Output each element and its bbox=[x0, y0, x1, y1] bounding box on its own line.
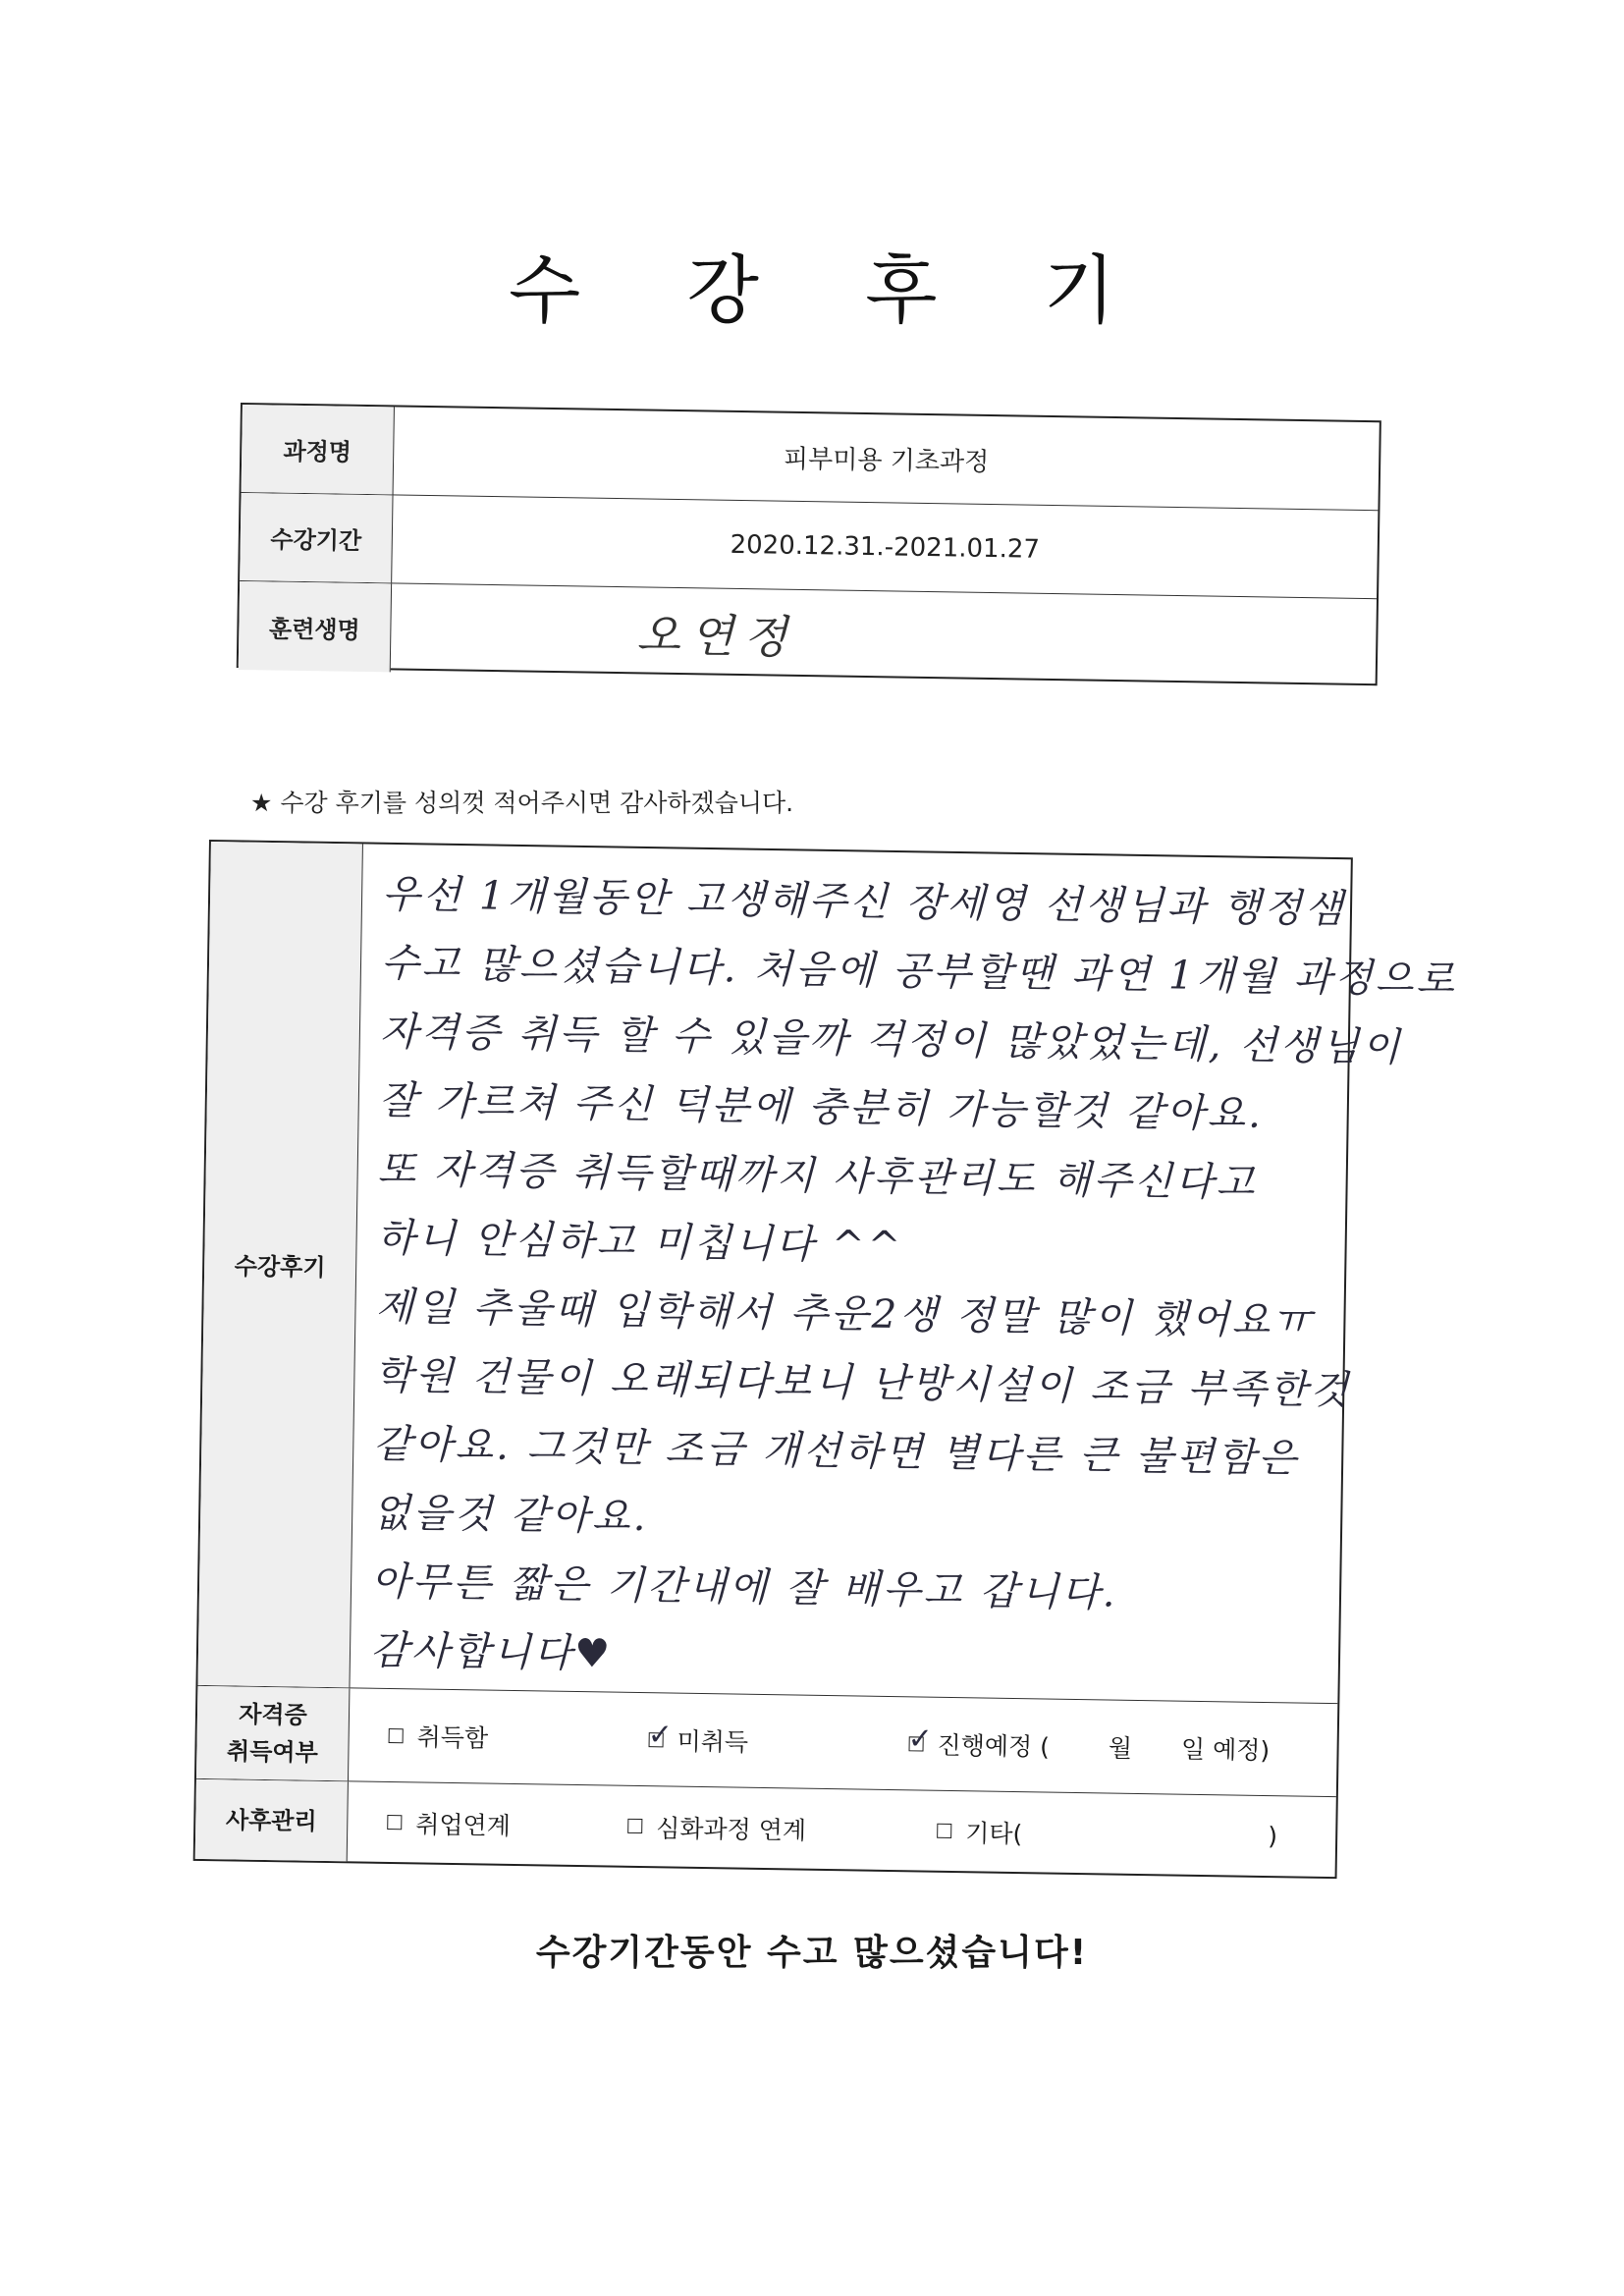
option-acquired[interactable] bbox=[388, 1718, 488, 1755]
option-other[interactable] bbox=[937, 1813, 1277, 1853]
trainee-label: 훈련생명 bbox=[239, 581, 392, 672]
course-value: 피부미용 기초과정 bbox=[783, 444, 990, 477]
review-line: 하니 안심하고 미칩니다 ^^ bbox=[376, 1215, 904, 1270]
course-info-table bbox=[237, 403, 1381, 685]
option-planned[interactable] bbox=[907, 1721, 1271, 1767]
review-line: 우선 1개월동안 고생해주신 장세영 선생님과 행정샘 bbox=[381, 871, 1346, 933]
certificate-label bbox=[196, 1686, 350, 1780]
review-line: 학원 건물이 오래되다보니 난방시설이 조금 부족한것 bbox=[374, 1352, 1352, 1414]
option-planned-month: 월 bbox=[1108, 1733, 1133, 1763]
course-label: 과정명 bbox=[242, 405, 395, 494]
option-job-link[interactable] bbox=[387, 1804, 511, 1841]
checkmark-icon: ✓ bbox=[647, 1717, 674, 1753]
option-job-link-label: 취업연계 bbox=[415, 1809, 512, 1840]
certificate-label-line1: 자격증 bbox=[239, 1700, 308, 1729]
aftercare-row bbox=[195, 1779, 1336, 1877]
page-title: 수 강 후 기 bbox=[508, 246, 1158, 334]
closing-message: 수강기간동안 수고 많으셨습니다! bbox=[535, 1933, 1089, 1973]
certificate-label-line2: 취득여부 bbox=[226, 1737, 319, 1767]
review-line: 제일 추울때 입학해서 추운2생 정말 많이 했어요ㅠ bbox=[375, 1284, 1315, 1344]
notice-text: ★ 수강 후기를 성의껏 적어주시면 감사하겠습니다. bbox=[250, 789, 794, 817]
review-section bbox=[197, 842, 1458, 1704]
review-line: 감사합니다♥ bbox=[369, 1627, 614, 1677]
checkmark-icon: ✓ bbox=[907, 1721, 934, 1757]
review-line: 아무튼 짧은 기간내에 잘 배우고 갑니다. bbox=[370, 1558, 1118, 1616]
aftercare-options bbox=[348, 1781, 1336, 1877]
checkbox-checked-icon[interactable] bbox=[907, 1721, 934, 1757]
checkbox-icon[interactable] bbox=[937, 1824, 951, 1838]
option-other-label: 기타( bbox=[964, 1818, 1023, 1848]
review-line: 같아요. 그것만 조금 개선하면 별다른 큰 불편함은 bbox=[372, 1421, 1300, 1482]
review-line: 수고 많으셨습니다. 처음에 공부할땐 과연 1개월 과정으로 bbox=[380, 940, 1458, 1003]
review-line: 자격증 취득 할 수 있을까 걱정이 많았었는데, 선생님이 bbox=[379, 1009, 1403, 1071]
review-line: 없을것 같아요. bbox=[371, 1490, 649, 1541]
review-table bbox=[193, 840, 1458, 1879]
trainee-row bbox=[239, 581, 1377, 687]
review-line: 잘 가르쳐 주신 덕분에 충분히 가능할것 같아요. bbox=[378, 1077, 1265, 1137]
checkbox-icon[interactable] bbox=[389, 1727, 404, 1742]
option-advanced-course-label: 심화과정 연계 bbox=[656, 1813, 807, 1845]
option-other-close: ) bbox=[1268, 1822, 1278, 1851]
certificate-options bbox=[349, 1688, 1337, 1796]
aftercare-label: 사후관리 bbox=[195, 1779, 349, 1861]
review-handwritten-text bbox=[369, 860, 1458, 1700]
trainee-name-handwritten: 오연정 bbox=[635, 608, 798, 664]
option-not-acquired[interactable] bbox=[647, 1717, 749, 1759]
period-label: 수강기간 bbox=[240, 493, 393, 582]
period-value: 2020.12.31.-2021.01.27 bbox=[730, 529, 1041, 565]
option-advanced-course[interactable] bbox=[627, 1808, 806, 1846]
checkbox-icon[interactable] bbox=[627, 1819, 642, 1833]
option-planned-day: 일 예정) bbox=[1180, 1734, 1271, 1766]
review-line: 또 자격증 취득할때까지 사후관리도 해주신다고 bbox=[377, 1146, 1258, 1206]
checkbox-checked-icon[interactable] bbox=[647, 1717, 674, 1753]
certificate-row bbox=[196, 1686, 1337, 1797]
checkbox-icon[interactable] bbox=[387, 1815, 402, 1830]
option-planned-label: 진행예정 ( bbox=[937, 1730, 1051, 1762]
option-not-acquired-label: 미취득 bbox=[677, 1726, 749, 1757]
review-label: 수강후기 bbox=[197, 842, 362, 1687]
option-acquired-label: 취득함 bbox=[416, 1722, 489, 1753]
